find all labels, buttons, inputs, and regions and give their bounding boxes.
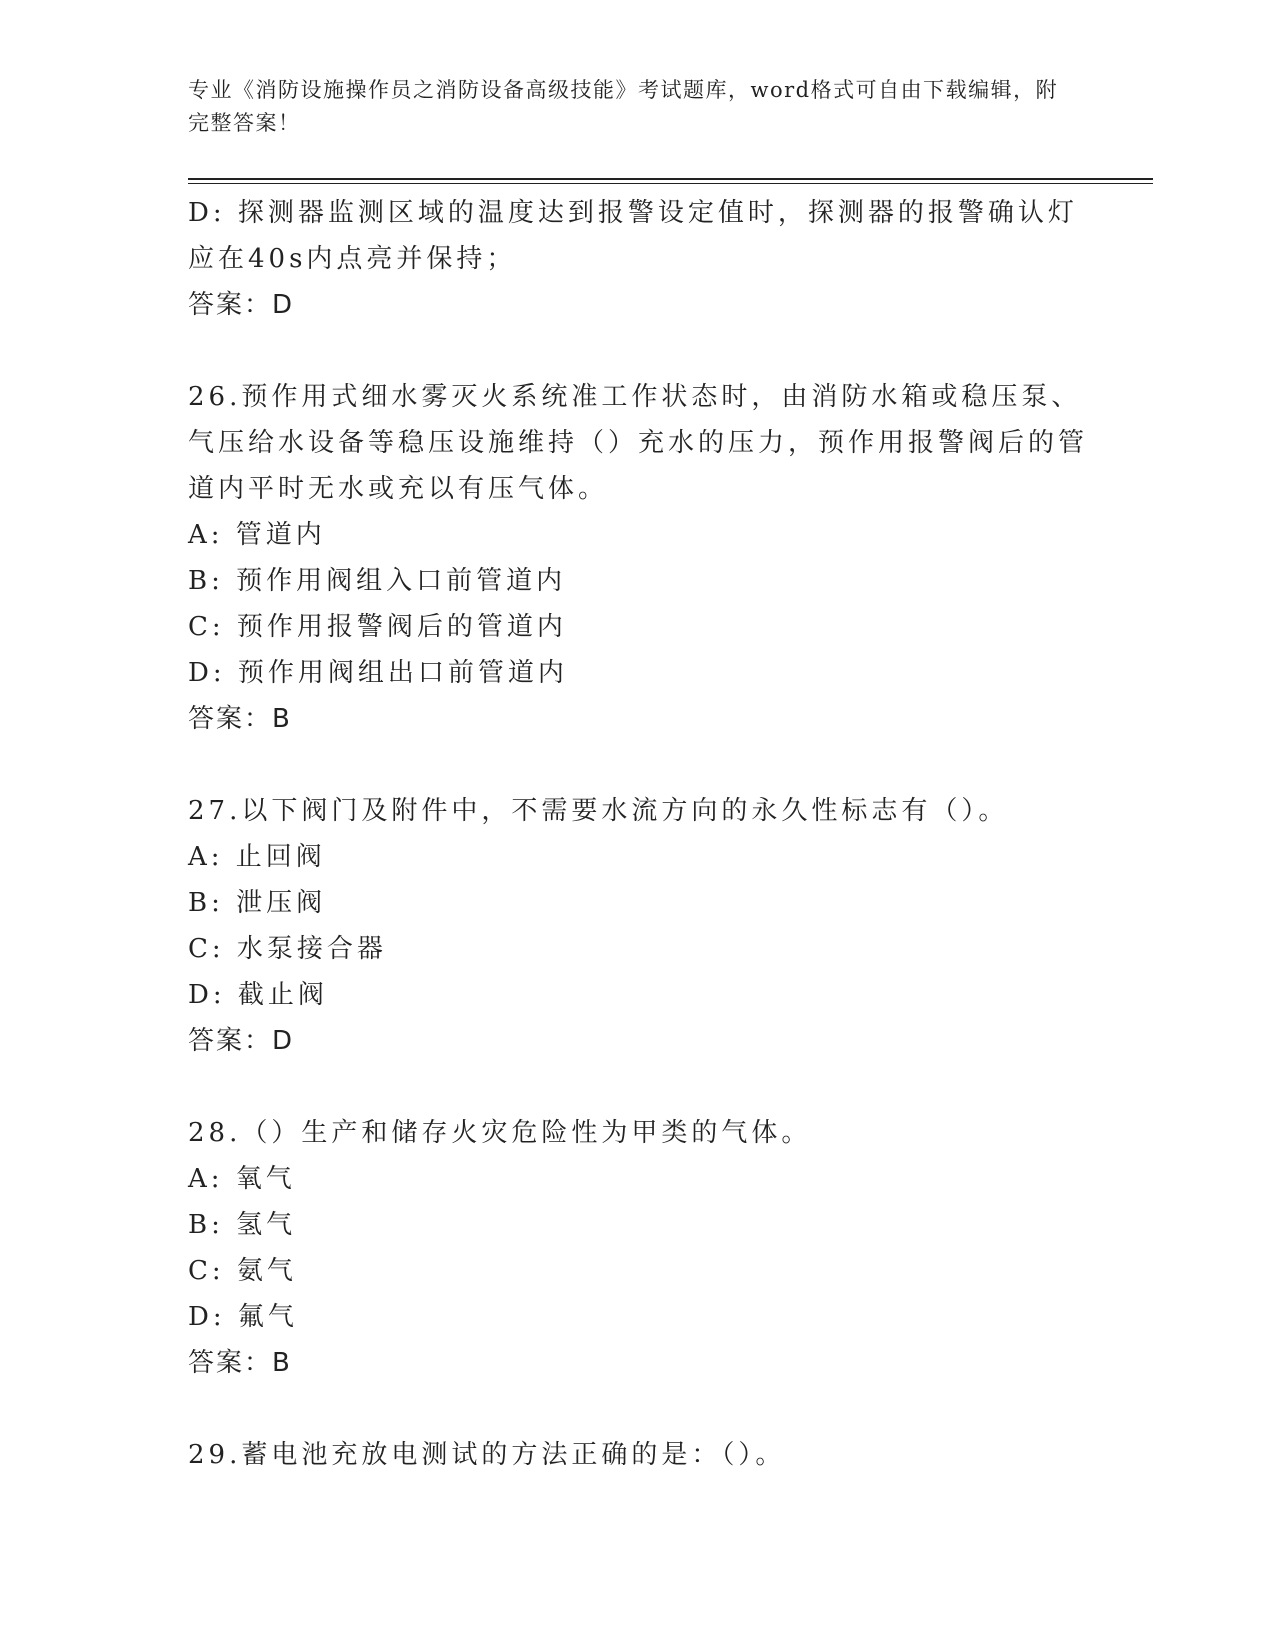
- option-a: A: 止回阀: [188, 842, 326, 872]
- question-25-answer: 答案：D: [188, 290, 295, 320]
- question-28: [188, 1110, 1088, 1386]
- document-header: 专业《消防设施操作员之消防设备高级技能》考试题库，word格式可自由下载编辑，附完整答案！: [188, 78, 1059, 135]
- question-stem: 29.蓄电池充放电测试的方法正确的是：（）。: [188, 1440, 786, 1470]
- question-answer: 答案：B: [188, 704, 292, 734]
- option-b: B: 氢气: [188, 1210, 297, 1240]
- option-b: B: 泄压阀: [188, 888, 327, 918]
- option-c: C: 水泵接合器: [188, 934, 387, 964]
- document-body: [188, 190, 1088, 1478]
- option-a: A: 氧气: [188, 1164, 296, 1194]
- spacer: [188, 742, 1088, 788]
- question-25-option-d: D: 探测器监测区域的温度达到报警设定值时，探测器的报警确认灯应在40s内点亮并保持；: [188, 198, 1078, 274]
- question-26: [188, 374, 1088, 742]
- question-answer: 答案：B: [188, 1348, 292, 1378]
- spacer: [188, 1386, 1088, 1432]
- question-answer: 答案：D: [188, 1026, 295, 1056]
- header-rule-thin: [188, 183, 1153, 184]
- option-d: D: 氟气: [188, 1302, 298, 1332]
- option-d: D: 截止阀: [188, 980, 328, 1010]
- question-27: [188, 788, 1088, 1064]
- option-b: B: 预作用阀组入口前管道内: [188, 566, 567, 596]
- option-a: A: 管道内: [188, 520, 326, 550]
- option-c: C: 氨气: [188, 1256, 297, 1286]
- option-c: C: 预作用报警阀后的管道内: [188, 612, 567, 642]
- question-29: [188, 1432, 1088, 1478]
- option-d: D: 预作用阀组出口前管道内: [188, 658, 568, 688]
- question-stem: 28.（）生产和储存火灾危险性为甲类的气体。: [188, 1118, 812, 1148]
- spacer: [188, 1064, 1088, 1110]
- question-stem: 27.以下阀门及附件中，不需要水流方向的永久性标志有（）。: [188, 796, 1009, 826]
- question-stem: 26.预作用式细水雾灭火系统准工作状态时，由消防水箱或稳压泵、气压给水设备等稳压设施维持（）充水的压力，预作用报警阀后的管道内平时无水或充以有压气体。: [188, 382, 1089, 504]
- spacer: [188, 328, 1088, 374]
- header-rule-thick: [188, 178, 1153, 180]
